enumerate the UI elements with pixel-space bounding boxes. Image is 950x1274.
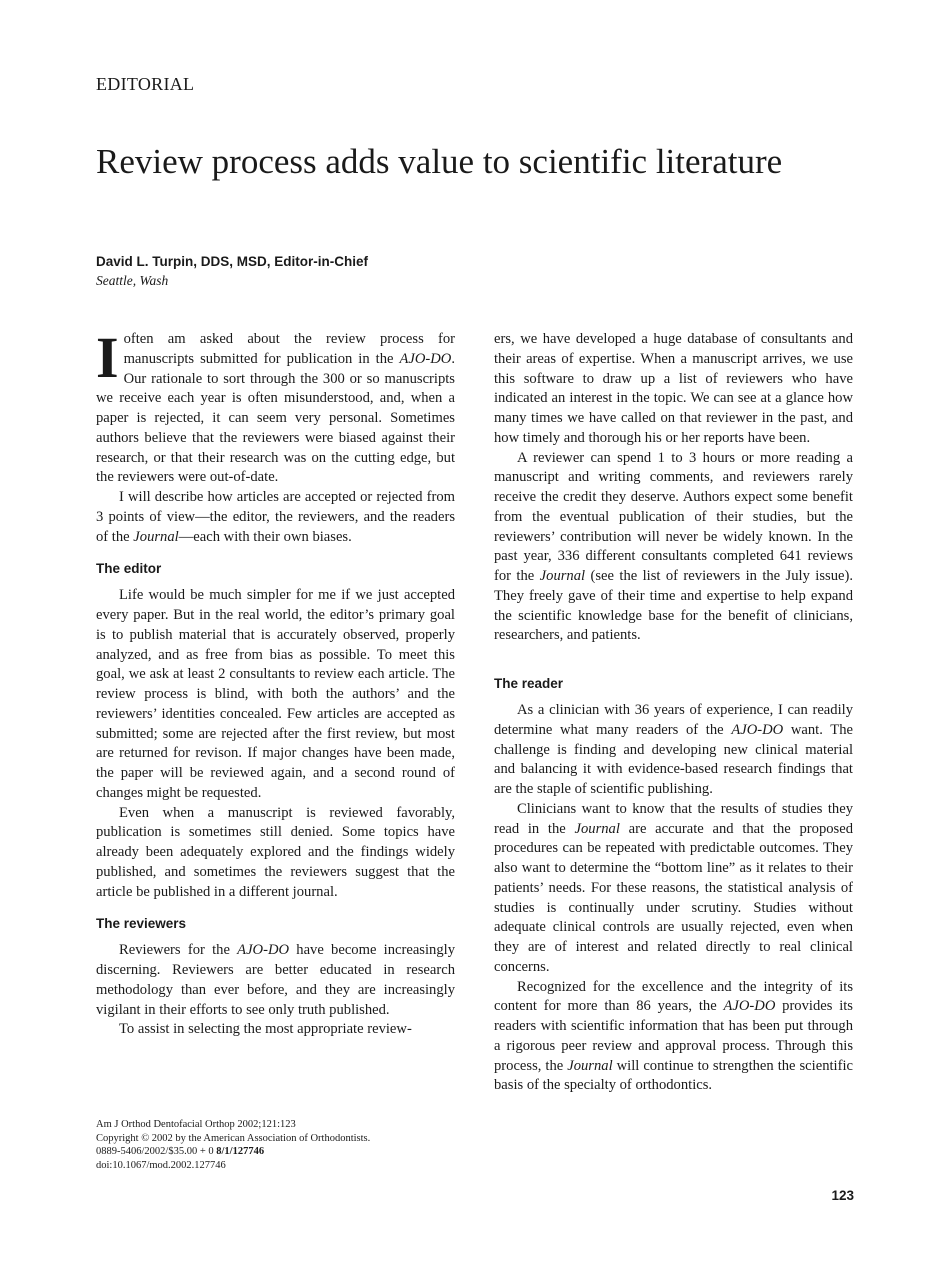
reader-paragraph-1: As a clinician with 36 years of experience, I can readily determine what many readers of the AJO-DO want. The challenge is finding and developing new clinical material and balancing it with evidence-based research findings that are the staple of scientific publishing. (494, 702, 853, 797)
page-number: 123 (831, 1188, 854, 1203)
editor-paragraph-1: Life would be much simpler for me if we just accepted every paper. But in the real world, the editor’s primary goal is to publish material that is accurately observed, properly analyzed, and as free from bias as possible. To meet this goal, we ask at least 2 consultants to review each article. The review process is blind, with both the authors’ and the reviewers’ identities concealed. Few articles are accepted as submitted; some are rejected after the first review, but most are returned for revison. If major changes have been made, the paper will be reviewed again, and a second round of changes might be requested. (96, 587, 455, 801)
reviewers-paragraph-2-start: To assist in selecting the most appropriate review- (119, 1021, 412, 1038)
article-title: Review process adds value to scientific literature (96, 142, 783, 181)
footer-citation-block (96, 1118, 456, 1172)
author-affiliation: Seattle, Wash (96, 273, 169, 288)
footer-issn: 0889-5406/2002/$35.00 + 0 8/1/127746 (96, 1146, 265, 1157)
editor-paragraph-2: Even when a manuscript is reviewed favorably, publication is sometimes still denied. Some topics have already been adequately explored and the findings widely published, and sometimes the reviewers suggest that the article be published in a different journal. (96, 804, 455, 900)
author-name: David L. Turpin, DDS, MSD, Editor-in-Chief (96, 254, 368, 269)
footer-copyright: Copyright © 2002 by the American Association of Orthodontists. (96, 1132, 371, 1144)
right-column (494, 330, 853, 1096)
heading-editor: The editor (96, 561, 162, 577)
reviewers-paragraph-3: A reviewer can spend 1 to 3 hours or more reading a manuscript and writing comments, and reviewers rarely receive the credit they deserve. Authors expect some benefit from the eventual publication of their studies, but the reviewers’ contribution will never be widely known. In the past year, 336 different consultants completed 641 reviews for the Journal (see the list of reviewers in the July issue). They freely gave of their time and expertise to help expand the scientific knowledge base for the benefit of clinicians, researchers, and patients. (494, 449, 853, 644)
footer-citation: Am J Orthod Dentofacial Orthop 2002;121:123 (96, 1119, 296, 1130)
section-label: EDITORIAL (96, 74, 195, 94)
heading-reader: The reader (494, 676, 564, 691)
reader-paragraph-3: Recognized for the excellence and the integrity of its content for more than 86 years, the AJO-DO provides its readers with scientific information that has been put through a rigorous peer review and approval process. Through this process, the Journal will continue to strengthen the scientific basis of the specialty of orthodontics. (494, 978, 853, 1094)
intro-paragraph-2: I will describe how articles are accepted or rejected from 3 points of view—the editor, the reviewers, and the readers of the Journal—each with their own biases. (96, 489, 455, 545)
intro-paragraph-1: I often am asked about the review process for manuscripts submitted for publication in the AJO-DO. Our rationale to sort through the 300 or so manuscripts we receive each year is often misunderstood, and, when a paper is rejected, it can seem very personal. Sometimes authors believe that the reviewers were biased against their research, or that their research was on the cutting edge, but the reviewers were out-of-date. (96, 325, 455, 486)
left-column (96, 325, 455, 1040)
heading-reviewers: The reviewers (96, 916, 187, 932)
reviewers-paragraph-1: Reviewers for the AJO-DO have become increasingly discerning. Reviewers are better educated in research methodology than ever before, and they are increasingly vigilant in their efforts to see only truth published. (96, 942, 455, 1018)
footer-doi: doi:10.1067/mod.2002.127746 (96, 1159, 226, 1171)
drop-cap: I (96, 325, 119, 390)
reader-paragraph-2: Clinicians want to know that the results of studies they read in the Journal are accurate and that the proposed procedures can be repeated with predictable outcomes. They also want to determine the “bottom line” as it relates to their patients’ needs. For these reasons, the statistical analysis of studies is continually under scrutiny. Studies without adequate clinical controls are usually rejected, even when they are of interest and related directly to real clinical concerns. (494, 800, 853, 975)
reviewers-paragraph-2-continued: ers, we have developed a huge database of consultants and their areas of expertise. When a manuscript arrives, we use this software to draw up a list of reviewers who have indicated an interest in the topic. We can see at a glance how many times we have called on that reviewer in the past, and how timely and thorough his or her reports have been. (494, 331, 853, 446)
